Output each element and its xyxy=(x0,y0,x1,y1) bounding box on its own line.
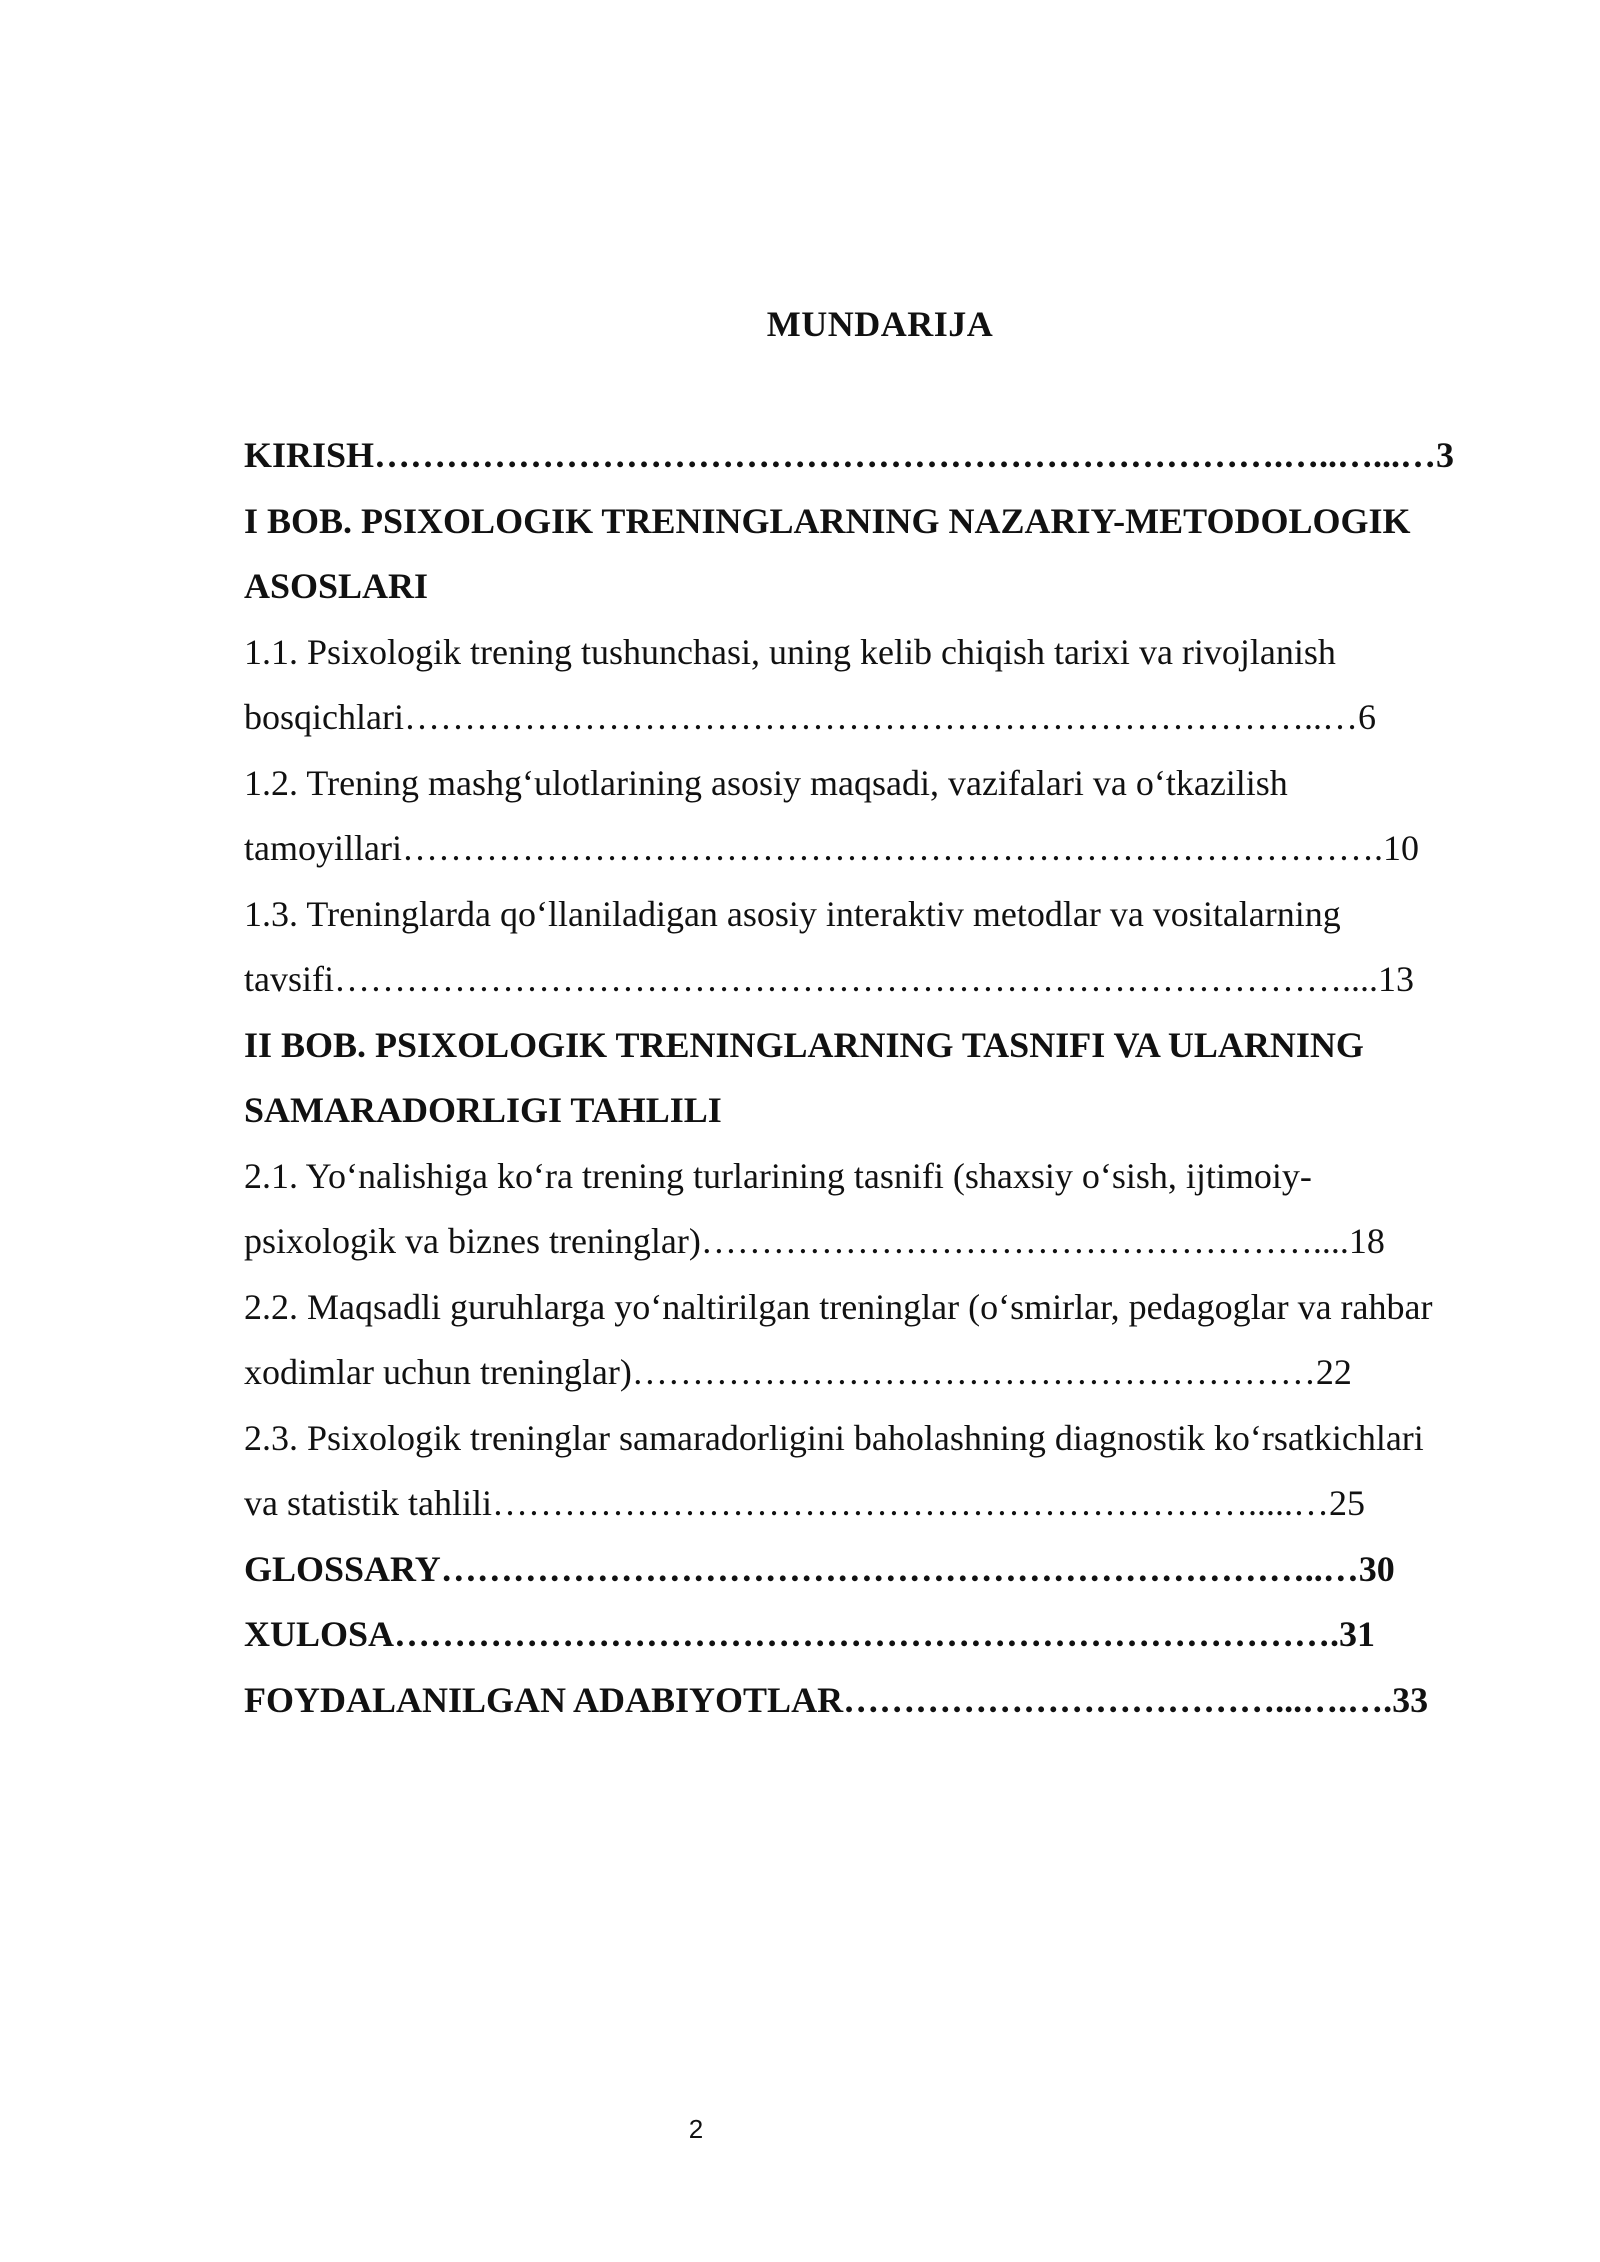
toc-entry-2-3-cont: va statistik tahlili……………………………………………………….....…25 xyxy=(244,1483,1365,1523)
toc-entry-1-1-cont: bosqichlari…………………………………………………………………..…6 xyxy=(244,697,1376,737)
toc-entry-1-2: 1.2. Trening mashg‘ulotlarining asosiy maqsadi, vazifalari va o‘tkazilish xyxy=(244,762,1288,803)
table-of-contents xyxy=(244,423,1520,1733)
page-number: 2 xyxy=(688,2114,704,2144)
toc-entry-2-3: 2.3. Psixologik treninglar samaradorligini baholashning diagnostik ko‘rsatkichlari xyxy=(244,1417,1424,1458)
toc-chapter-2-heading-cont: SAMARADORLIGI TAHLILI xyxy=(244,1090,722,1130)
toc-entry-2-2: 2.2. Maqsadli guruhlarga yo‘naltirilgan treninglar (o‘smirlar, pedagoglar va rahbar xyxy=(244,1286,1433,1327)
toc-entry-2-2-cont: xodimlar uchun treninglar)…………………………………………………22 xyxy=(244,1352,1352,1392)
toc-entry-adabiyotlar: FOYDALANILGAN ADABIYOTLAR………………………………...….….33 xyxy=(244,1679,1429,1720)
toc-chapter-1-heading-cont: ASOSLARI xyxy=(244,566,429,606)
toc-entry-2-1-cont: psixologik va biznes treninglar)……………………………………………....18 xyxy=(244,1221,1385,1261)
toc-chapter-1-heading: I BOB. PSIXOLOGIK TRENINGLARNING NAZARIY-METODOLOGIK xyxy=(244,500,1411,541)
toc-entry-1-3: 1.3. Treninglarda qo‘llaniladigan asosiy interaktiv metodlar va vositalarning xyxy=(244,893,1341,934)
toc-chapter-2-heading: II BOB. PSIXOLOGIK TRENINGLARNING TASNIFI VA ULARNING xyxy=(244,1024,1364,1065)
toc-entry-2-1: 2.1. Yo‘nalishiga ko‘ra trening turlarining tasnifi (shaxsiy o‘sish, ijtimoiy- xyxy=(244,1155,1312,1196)
toc-entry-glossary: GLOSSARY………………………………………………………………..…30 xyxy=(244,1548,1395,1589)
toc-entry-xulosa: XULOSA…………………………………………………………………….31 xyxy=(244,1614,1376,1654)
toc-entry-1-1: 1.1. Psixologik trening tushunchasi, uning kelib chiqish tarixi va rivojlanish xyxy=(244,631,1336,672)
toc-entry-1-2-cont: tamoyillari……………………………………………………………………….10 xyxy=(244,828,1419,868)
page-title: MUNDARIJA xyxy=(766,304,994,344)
toc-entry-1-3-cont: tavsifi…………………………………………………………………………....13 xyxy=(244,959,1414,999)
toc-entry-kirish: KIRISH………………………………………………………………….…..…...…3 xyxy=(244,435,1455,475)
